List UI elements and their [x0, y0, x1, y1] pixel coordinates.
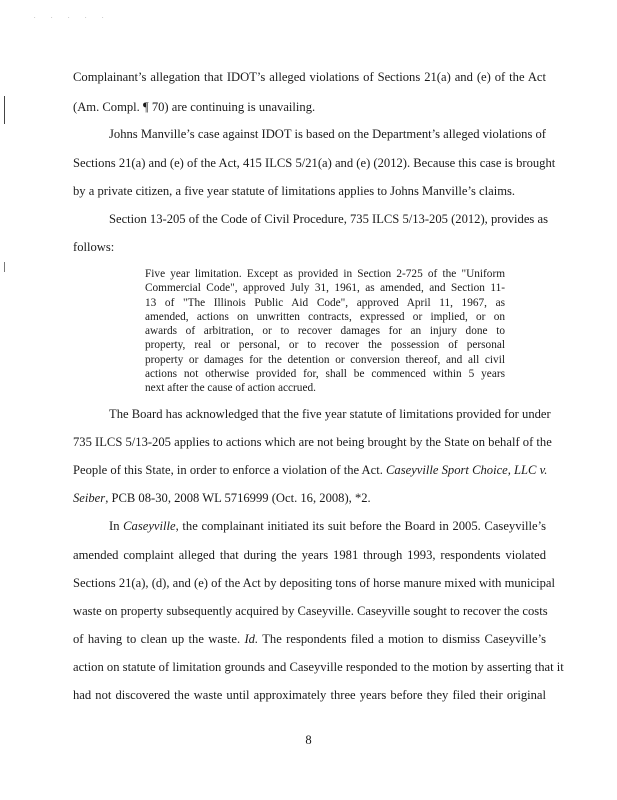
body-text: of having to clean up the waste.: [73, 632, 241, 646]
body-line: 735 ILCS 5/13-205 applies to actions which are not being brought by the State on behalf of the: [73, 435, 552, 449]
body-line: waste on property subsequently acquired by Caseyville. Caseyville sought to recover the costs: [73, 604, 548, 618]
quote-line: actions not otherwise provided for, shall be commenced within 5 years: [145, 368, 505, 381]
margin-mark: [4, 262, 5, 272]
body-line: [73, 462, 546, 478]
body-line: (Am. Compl. ¶ 70) are continuing is unavailing.: [73, 100, 316, 114]
citation-text: , PCB 08-30, 2008 WL 5716999 (Oct. 16, 2008), *2.: [105, 491, 371, 505]
quote-line: next after the cause of action accrued.: [145, 382, 316, 395]
quote-line: Commercial Code", approved July 31, 1961, as amended, and Section 11-: [145, 282, 505, 295]
body-line: Complainant’s allegation that IDOT’s alleged violations of Sections 21(a) and (e) of the Act: [73, 70, 546, 84]
body-line: [73, 631, 546, 647]
quote-line: amended, actions on unwritten contracts, expressed or implied, or on: [145, 310, 505, 323]
body-text: People of this State, in order to enforce a violation of the Act.: [73, 463, 383, 477]
quote-line: property, real or personal, or to recover the possession of personal: [145, 339, 505, 352]
page-number: 8: [305, 733, 312, 747]
body-line: follows:: [73, 240, 115, 254]
quote-line: awards of arbitration, or to recover damages for an injury done to: [145, 325, 505, 338]
body-line: action on statute of limitation grounds and Caseyville responded to the motion by asserting that it: [73, 660, 564, 674]
id-citation: Id.: [244, 632, 259, 646]
body-line: [73, 490, 546, 506]
body-line: Section 13-205 of the Code of Civil Procedure, 735 ILCS 5/13-205 (2012), provides as: [109, 212, 548, 226]
body-line: had not discovered the waste until approximately three years before they filed their original: [73, 688, 546, 702]
body-line: amended complaint alleged that during the years 1981 through 1993, respondents violated: [73, 548, 546, 562]
body-line: Sections 21(a), (d), and (e) of the Act by depositing tons of horse manure mixed with municipal: [73, 576, 555, 590]
case-citation: Caseyville Sport Choice, LLC v.: [386, 463, 548, 477]
scan-artifact: . . . . .: [34, 14, 111, 20]
body-line: Johns Manville’s case against IDOT is based on the Department’s alleged violations of: [109, 127, 546, 141]
quote-line: Five year limitation. Except as provided in Section 2-725 of the "Uniform: [145, 268, 505, 280]
body-text: In: [109, 519, 120, 533]
quote-line: 13 of "The Illinois Public Aid Code", approved April 11, 1967, as: [145, 296, 505, 309]
body-text: The respondents filed a motion to dismiss Caseyville’s: [258, 632, 547, 646]
case-citation: Seiber: [73, 491, 106, 505]
quote-line: property or damages for the detention or conversion thereof, and all civil: [145, 353, 505, 366]
body-line: Sections 21(a) and (e) of the Act, 415 ILCS 5/21(a) and (e) (2012). Because this case is brought: [73, 156, 556, 170]
body-line: [73, 518, 546, 534]
case-citation: Caseyville: [123, 519, 176, 533]
body-line: The Board has acknowledged that the five year statute of limitations provided for under: [109, 407, 551, 421]
body-line: by a private citizen, a five year statute of limitations applies to Johns Manville’s claims.: [73, 184, 516, 198]
body-text: , the complainant initiated its suit before the Board in 2005. Caseyville’s: [175, 519, 546, 533]
block-quote: [145, 267, 505, 396]
margin-mark: [4, 96, 5, 124]
